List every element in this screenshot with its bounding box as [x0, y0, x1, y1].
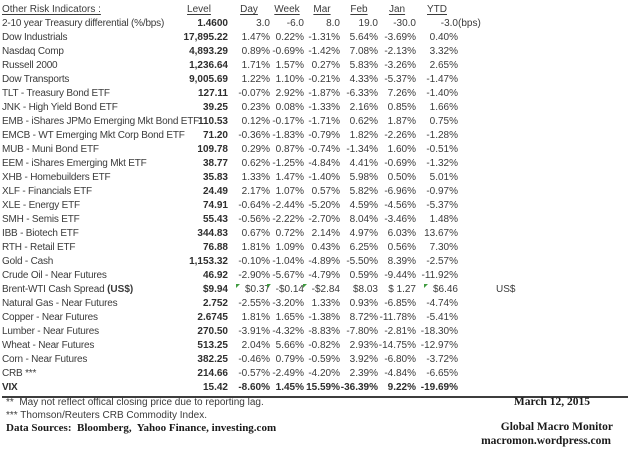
cell-jan: -2.26%: [384, 130, 416, 141]
cell-mar: -0.21%: [308, 74, 340, 85]
cell-jan: -6.80%: [384, 354, 416, 365]
cell-level: 55.43: [202, 214, 228, 225]
cell-feb: 2.16%: [349, 102, 378, 113]
cell-mar: -0.82%: [308, 340, 340, 351]
column-header-level: Level: [187, 4, 211, 15]
table-row: [2, 297, 634, 311]
cell-jan: 1.87%: [387, 116, 416, 127]
cell-week: -2.49%: [272, 368, 304, 379]
cell-feb: 19.0: [358, 18, 378, 29]
cell-week: 0.87%: [275, 144, 304, 155]
cell-feb: 0.59%: [349, 270, 378, 281]
cell-level: 1.4600: [197, 18, 228, 29]
cell-mar: 0.27%: [311, 60, 340, 71]
risk-table-body: [2, 17, 634, 395]
row-label: TLT - Treasury Bond ETF: [2, 88, 110, 99]
cell-level: 9,005.69: [189, 74, 228, 85]
cell-ytd: -18.30%: [420, 326, 458, 337]
table-row: [2, 311, 634, 325]
cell-mar: -2.70%: [308, 214, 340, 225]
cell-jan: -4.56%: [384, 200, 416, 211]
table-row: [2, 115, 634, 129]
table-row: [2, 269, 634, 283]
cell-feb: 0.62%: [349, 116, 378, 127]
risk-indicators-table: [2, 3, 634, 395]
cell-feb: 5.98%: [349, 172, 378, 183]
cell-jan: -6.96%: [384, 186, 416, 197]
footnote-reporting-lag: ** May not reflect offical closing price due to reporting lag.: [6, 397, 264, 408]
cell-ytd: -5.41%: [426, 312, 458, 323]
cell-level: 24.49: [202, 186, 228, 197]
cell-mar: -4.20%: [308, 368, 340, 379]
cell-day: -3.91%: [238, 326, 270, 337]
cell-week: -2.44%: [272, 200, 304, 211]
cell-week: -1.25%: [272, 158, 304, 169]
cell-day: 1.81%: [241, 312, 270, 323]
row-label: EEM - iShares Emerging Mkt ETF: [2, 158, 147, 169]
column-header-mar: Mar: [313, 4, 331, 15]
cell-annotation: [458, 101, 634, 115]
cell-annotation: [458, 297, 634, 311]
cell-week: -6.0: [286, 18, 304, 29]
cell-ytd: 0.40%: [429, 32, 458, 43]
cell-jan: 8.39%: [387, 256, 416, 267]
cell-jan: -3.26%: [384, 60, 416, 71]
cell-annotation: [458, 115, 634, 129]
row-label: EMB - iShares JPMo Emerging Mkt Bond ETF: [2, 116, 200, 127]
cell-jan: -9.44%: [384, 270, 416, 281]
table-title: Other Risk Indicators :: [2, 4, 101, 15]
cell-level: 109.78: [197, 144, 228, 155]
table-row: [2, 367, 634, 381]
cell-jan: 7.26%: [387, 88, 416, 99]
cell-level: 2.752: [202, 298, 228, 309]
cell-week: 2.92%: [275, 88, 304, 99]
footer: [0, 396, 640, 460]
column-header-feb: Feb: [350, 4, 368, 15]
cell-day: -0.64%: [238, 200, 270, 211]
cell-ytd: 2.65%: [429, 60, 458, 71]
cell-ytd: -1.28%: [426, 130, 458, 141]
row-label: RTH - Retail ETF: [2, 242, 76, 253]
cell-mar: -0.59%: [308, 354, 340, 365]
cell-jan: 1.60%: [387, 144, 416, 155]
cell-jan: $ 1.27: [388, 284, 416, 295]
cell-mar: -0.79%: [308, 130, 340, 141]
row-label: Copper - Near Futures: [2, 312, 98, 323]
cell-annotation: [458, 143, 634, 157]
cell-feb: $8.03: [352, 284, 378, 295]
cell-jan: 0.50%: [387, 172, 416, 183]
cell-level: 382.25: [197, 354, 228, 365]
cell-feb: -7.80%: [346, 326, 378, 337]
cell-annotation: [458, 73, 634, 87]
cell-ytd: -0.51%: [426, 144, 458, 155]
cell-mar: 0.43%: [311, 242, 340, 253]
table-row: [2, 157, 634, 171]
cell-annotation: [458, 31, 634, 45]
cell-day: 1.22%: [241, 74, 270, 85]
cell-ytd: -19.69%: [420, 382, 458, 393]
comment-flag-icon: $0.37: [244, 284, 270, 295]
cell-ytd: 1.66%: [429, 102, 458, 113]
cell-level: 71.20: [202, 130, 228, 141]
cell-level: 46.92: [202, 270, 228, 281]
cell-day: -0.57%: [238, 368, 270, 379]
data-sources-line: Data Sources: Bloomberg, Yahoo Finance, investing.com: [6, 422, 277, 434]
cell-feb: 4.33%: [349, 74, 378, 85]
cell-day: -0.56%: [238, 214, 270, 225]
cell-mar: 8.0: [326, 18, 340, 29]
cell-level: 39.25: [202, 102, 228, 113]
cell-jan: -11.78%: [379, 312, 416, 323]
table-row: [2, 17, 634, 31]
cell-mar: -5.20%: [308, 200, 340, 211]
cell-week: -5.67%: [272, 270, 304, 281]
cell-mar: 15.59%: [306, 382, 340, 393]
cell-jan: -30.0: [393, 18, 416, 29]
cell-level: 127.11: [197, 88, 228, 99]
header-row: [2, 3, 634, 17]
cell-day: 0.67%: [241, 228, 270, 239]
table-row: [2, 339, 634, 353]
cell-mar: -1.40%: [308, 172, 340, 183]
brand-url: macromon.wordpress.com: [481, 435, 611, 447]
row-label: Corn - Near Futures: [2, 354, 88, 365]
row-label: Dow Transports: [2, 74, 70, 85]
cell-annotation: [458, 171, 634, 185]
cell-feb: 4.97%: [349, 228, 378, 239]
cell-week: -2.22%: [272, 214, 304, 225]
cell-week: 1.45%: [275, 382, 304, 393]
cell-jan: -3.46%: [384, 214, 416, 225]
cell-day: -8.60%: [238, 382, 270, 393]
cell-day: 3.0: [256, 18, 270, 29]
row-label: Wheat - Near Futures: [2, 340, 95, 351]
cell-day: 1.47%: [241, 32, 270, 43]
cell-day: 0.23%: [241, 102, 270, 113]
cell-ytd: 0.75%: [429, 116, 458, 127]
column-header-week: Week: [274, 4, 300, 15]
row-label: XLE - Energy ETF: [2, 200, 80, 211]
row-label: Russell 2000: [2, 60, 58, 71]
cell-day: 0.89%: [241, 46, 270, 57]
cell-feb: 3.92%: [349, 354, 378, 365]
cell-feb: 4.59%: [349, 200, 378, 211]
cell-mar: -4.79%: [308, 270, 340, 281]
cell-ytd: 5.01%: [429, 172, 458, 183]
cell-level: 4,893.29: [189, 46, 228, 57]
cell-annotation: [458, 87, 634, 101]
cell-feb: 5.82%: [349, 186, 378, 197]
table-row: [2, 59, 634, 73]
cell-annotation: [458, 199, 634, 213]
cell-ytd: 13.67%: [424, 228, 458, 239]
cell-mar: -0.74%: [308, 144, 340, 155]
cell-week: -0.17%: [272, 116, 304, 127]
cell-annotation: [458, 367, 634, 381]
cell-feb: 0.93%: [349, 298, 378, 309]
cell-week: -1.83%: [272, 130, 304, 141]
cell-level: 270.50: [197, 326, 228, 337]
cell-annotation: [458, 241, 634, 255]
cell-mar: 1.33%: [311, 298, 340, 309]
cell-ytd: -1.40%: [426, 88, 458, 99]
cell-annotation: [458, 381, 634, 395]
cell-week: 1.09%: [275, 242, 304, 253]
cell-jan: -14.75%: [378, 340, 416, 351]
cell-ytd: -5.37%: [426, 200, 458, 211]
cell-annotation: [458, 45, 634, 59]
cell-level: 35.83: [202, 172, 228, 183]
cell-annotation: [458, 269, 634, 283]
cell-jan: -6.85%: [384, 298, 416, 309]
cell-ytd: -1.32%: [426, 158, 458, 169]
cell-annotation: [458, 255, 634, 269]
table-row: [2, 255, 634, 269]
cell-mar: -8.83%: [308, 326, 340, 337]
row-label: XHB - Homebuilders ETF: [2, 172, 111, 183]
cell-mar: -1.31%: [308, 32, 340, 43]
cell-level: 344.83: [197, 228, 228, 239]
comment-flag-icon: -$0.14: [275, 284, 304, 295]
cell-jan: -4.84%: [384, 368, 416, 379]
cell-week: -1.04%: [272, 256, 304, 267]
cell-feb: 5.64%: [349, 32, 378, 43]
cell-ytd: 1.48%: [429, 214, 458, 225]
cell-level: 74.91: [202, 200, 228, 211]
cell-ytd: [416, 283, 458, 297]
cell-week: 1.65%: [275, 312, 304, 323]
cell-feb: 1.82%: [349, 130, 378, 141]
cell-annotation: [458, 59, 634, 73]
cell-day: 0.12%: [241, 116, 270, 127]
cell-ytd: -12.97%: [420, 340, 458, 351]
table-row: [2, 199, 634, 213]
cell-feb: 4.41%: [349, 158, 378, 169]
table-row: [2, 227, 634, 241]
row-label: MUB - Muni Bond ETF: [2, 144, 99, 155]
cell-level: 513.25: [197, 340, 228, 351]
cell-feb: -5.50%: [346, 256, 378, 267]
cell-mar: -1.87%: [308, 88, 340, 99]
table-row: [2, 185, 634, 199]
cell-annotation: [458, 311, 634, 325]
cell-ytd: -0.97%: [426, 186, 458, 197]
cell-week: 0.72%: [275, 228, 304, 239]
row-label: Natural Gas - Near Futures: [2, 298, 118, 309]
column-header-annotation: [458, 3, 634, 17]
cell-feb: 8.04%: [349, 214, 378, 225]
cell-day: -0.36%: [238, 130, 270, 141]
cell-day: 2.17%: [241, 186, 270, 197]
table-row: [2, 129, 634, 143]
comment-flag-icon: -$2.84: [311, 284, 340, 295]
table-row: [2, 31, 634, 45]
cell-day: 1.81%: [241, 242, 270, 253]
cell-annotation: [458, 339, 634, 353]
cell-annotation: [458, 129, 634, 143]
row-label: XLF - Financials ETF: [2, 186, 92, 197]
cell-day: -0.46%: [238, 354, 270, 365]
cell-day: [228, 283, 270, 297]
cell-week: -4.32%: [272, 326, 304, 337]
cell-day: 1.71%: [241, 60, 270, 71]
cell-feb: -6.33%: [346, 88, 378, 99]
cell-ytd: -4.74%: [426, 298, 458, 309]
cell-level: 1,153.32: [189, 256, 228, 267]
cell-week: 5.66%: [275, 340, 304, 351]
row-label: JNK - High Yield Bond ETF: [2, 102, 118, 113]
column-header-jan: Jan: [388, 4, 406, 15]
cell-jan: -2.81%: [384, 326, 416, 337]
table-row: [2, 213, 634, 227]
cell-mar: -1.42%: [308, 46, 340, 57]
cell-week: 1.47%: [275, 172, 304, 183]
table-row: [2, 87, 634, 101]
cell-mar: [304, 283, 340, 297]
row-label: CRB ***: [2, 368, 37, 379]
cell-feb: -1.34%: [346, 144, 378, 155]
cell-level: 15.42: [202, 382, 228, 393]
cell-week: -0.69%: [272, 46, 304, 57]
cell-jan: 0.56%: [387, 242, 416, 253]
cell-week: 1.57%: [275, 60, 304, 71]
cell-feb: 2.39%: [349, 368, 378, 379]
row-label: Crude Oil - Near Futures: [2, 270, 107, 281]
cell-week: -3.20%: [272, 298, 304, 309]
cell-level: 38.77: [202, 158, 228, 169]
cell-level: 17,895.22: [183, 32, 228, 43]
cell-day: 1.33%: [241, 172, 270, 183]
row-label: EMCB - WT Emerging Mkt Corp Bond ETF: [2, 130, 185, 141]
cell-week: 0.79%: [275, 354, 304, 365]
cell-annotation: [458, 353, 634, 367]
cell-feb: 7.08%: [349, 46, 378, 57]
cell-level: 1,236.64: [189, 60, 228, 71]
cell-mar: 0.57%: [311, 186, 340, 197]
brand-name: Global Macro Monitor: [500, 421, 613, 433]
table-row: [2, 381, 634, 395]
report-date: March 12, 2015: [513, 396, 590, 408]
cell-feb: 2.93%: [349, 340, 378, 351]
table-row: [2, 353, 634, 367]
cell-annotation: [458, 157, 634, 171]
table-row: [2, 171, 634, 185]
row-label: VIX: [2, 382, 18, 393]
cell-level: $9.94: [202, 284, 228, 295]
cell-level: 2.6745: [197, 312, 228, 323]
cell-ytd: -6.65%: [426, 368, 458, 379]
table-row: [2, 241, 634, 255]
cell-annotation: [458, 213, 634, 227]
cell-jan: 9.22%: [387, 382, 416, 393]
cell-week: 0.08%: [275, 102, 304, 113]
column-header-day: Day: [240, 4, 258, 15]
cell-ytd: -1.47%: [426, 74, 458, 85]
cell-jan: -5.37%: [384, 74, 416, 85]
cell-mar: 2.14%: [311, 228, 340, 239]
cell-day: -0.07%: [238, 88, 270, 99]
cell-mar: -4.84%: [308, 158, 340, 169]
row-label: Lumber - Near Futures: [2, 326, 99, 337]
cell-annotation: [458, 185, 634, 199]
cell-mar: -4.89%: [308, 256, 340, 267]
cell-mar: -1.33%: [308, 102, 340, 113]
cell-feb: 8.72%: [349, 312, 378, 323]
cell-mar: -1.38%: [308, 312, 340, 323]
cell-day: -2.90%: [238, 270, 270, 281]
table-row: [2, 101, 634, 115]
row-label: SMH - Semis ETF: [2, 214, 80, 225]
column-header-ytd: YTD: [427, 4, 447, 15]
cell-level: 76.88: [202, 242, 228, 253]
cell-jan: -3.69%: [384, 32, 416, 43]
cell-day: 0.62%: [241, 158, 270, 169]
cell-level: 214.66: [197, 368, 228, 379]
cell-level: 110.53: [197, 116, 228, 127]
cell-annotation: [458, 227, 634, 241]
cell-jan: 0.85%: [387, 102, 416, 113]
row-label: IBB - Biotech ETF: [2, 228, 79, 239]
cell-feb: 5.83%: [349, 60, 378, 71]
row-label: Brent-WTI Cash Spread (US$): [2, 284, 134, 295]
table-row: [2, 143, 634, 157]
cell-week: [270, 283, 304, 297]
cell-ytd: -3.72%: [426, 354, 458, 365]
cell-annotation: US$: [496, 284, 516, 295]
cell-week: 0.22%: [275, 32, 304, 43]
cell-day: 2.04%: [241, 340, 270, 351]
cell-jan: -0.69%: [384, 158, 416, 169]
cell-feb: -36.39%: [340, 382, 378, 393]
table-row: [2, 73, 634, 87]
cell-mar: -1.71%: [308, 116, 340, 127]
row-label: Dow Industrials: [2, 32, 68, 43]
footnote-crb-index: *** Thomson/Reuters CRB Commodity Index.: [6, 410, 208, 421]
cell-annotation: [458, 325, 634, 339]
row-label: Nasdaq Comp: [2, 46, 64, 57]
table-row: [2, 283, 634, 297]
row-label: 2-10 year Treasury differential (%/bps): [2, 18, 165, 29]
table-row: [2, 325, 634, 339]
table-row: [2, 45, 634, 59]
cell-week: 1.07%: [275, 186, 304, 197]
cell-week: 1.10%: [275, 74, 304, 85]
cell-day: -0.10%: [238, 256, 270, 267]
cell-jan: -2.13%: [384, 46, 416, 57]
cell-annotation: (bps): [458, 18, 481, 29]
cell-ytd: 3.32%: [429, 46, 458, 57]
comment-flag-icon: $6.46: [432, 284, 458, 295]
row-label: Gold - Cash: [2, 256, 54, 267]
cell-ytd: -2.57%: [426, 256, 458, 267]
cell-day: 0.29%: [241, 144, 270, 155]
cell-day: -2.55%: [238, 298, 270, 309]
cell-jan: 6.03%: [387, 228, 416, 239]
cell-feb: 6.25%: [349, 242, 378, 253]
cell-ytd: 7.30%: [429, 242, 458, 253]
cell-ytd: -3.0: [440, 18, 458, 29]
cell-ytd: -11.92%: [421, 270, 458, 281]
